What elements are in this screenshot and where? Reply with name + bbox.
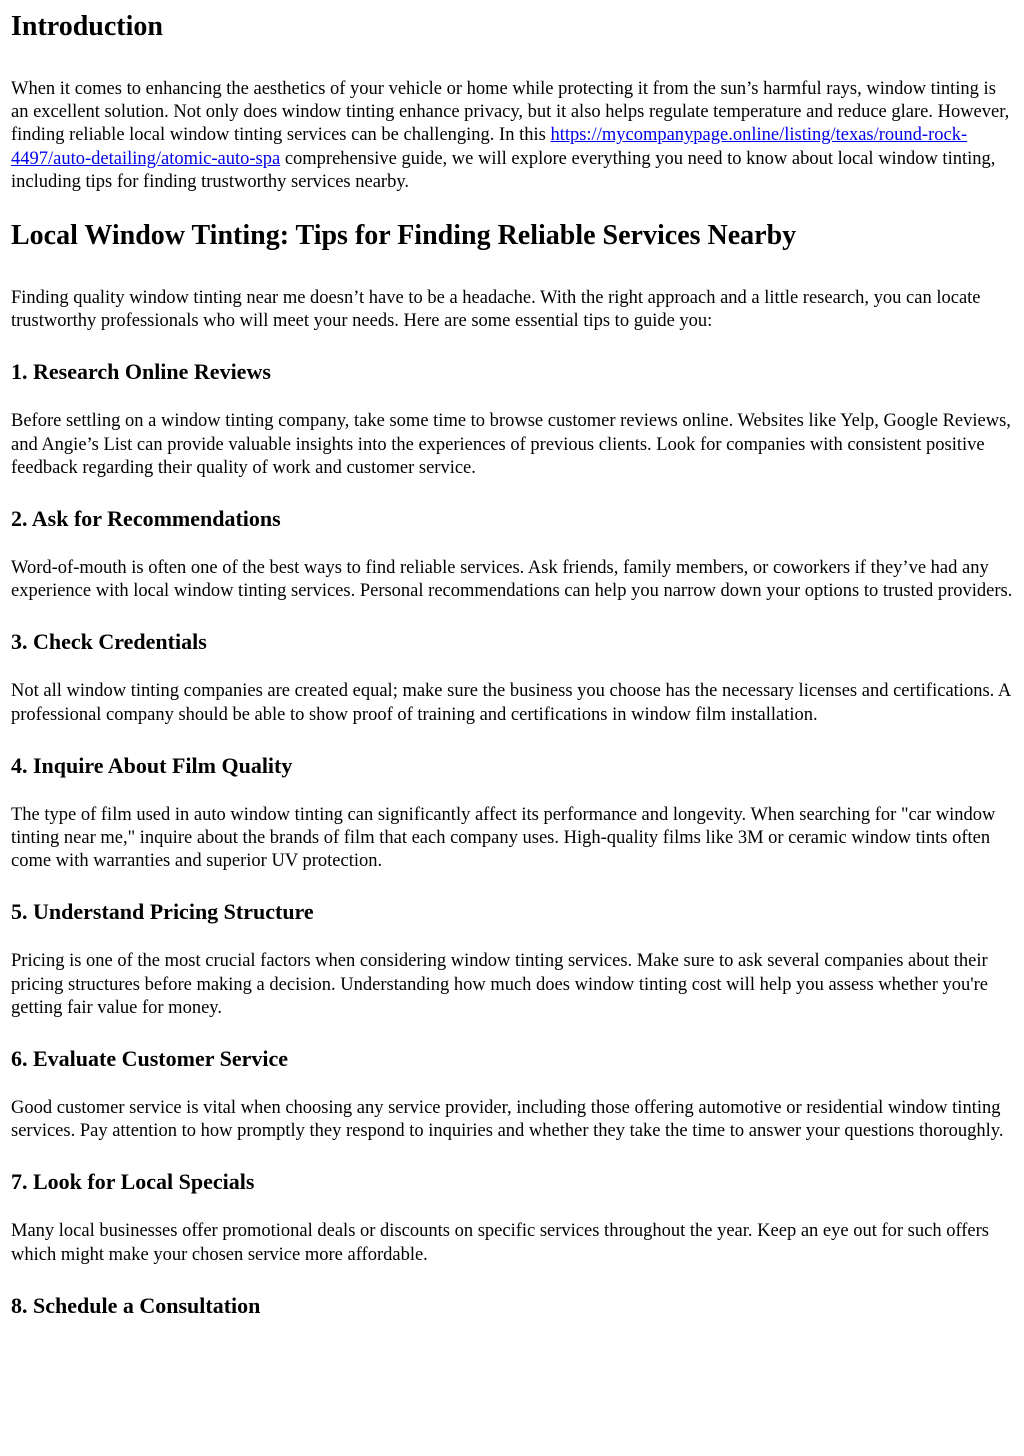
section-check-credentials [11, 629, 1013, 726]
section-schedule-consultation [11, 1293, 1013, 1319]
section-title: 7. Look for Local Specials [11, 1169, 255, 1195]
section-body: Pricing is one of the most crucial factors when considering window tinting services. Make sure to ask several companies about their pricing structures before making a decision. Understanding how much does window tinting cost will help you assess whether you're getting fair value for money. [11, 951, 988, 1018]
section-body: Before settling on a window tinting company, take some time to browse customer reviews online. Websites like Yelp, Google Reviews, and Angie’s List can provide valuable insights into the experiences of previous clients. Look for companies with consistent positive feedback regarding their quality of work and customer service. [11, 411, 1011, 478]
section-title: 4. Inquire About Film Quality [11, 752, 293, 778]
section-research-reviews [11, 359, 1013, 480]
section-ask-recommendations [11, 506, 1013, 603]
section-title: 5. Understand Pricing Structure [11, 899, 314, 925]
section-title: 8. Schedule a Consultation [11, 1292, 261, 1318]
section-title: 1. Research Online Reviews [11, 359, 271, 385]
section-body: Many local businesses offer promotional deals or discounts on specific services throughout the year. Keep an eye out for such offers which might make your chosen service more affordable. [11, 1221, 990, 1265]
intro-text-after-link: comprehensive guide, we will explore everything you need to know about local window tinting, including tips for finding trustworthy services nearby. [11, 148, 996, 192]
section-title: 3. Check Credentials [11, 629, 207, 655]
section-film-quality [11, 753, 1013, 874]
section-body: Not all window tinting companies are created equal; make sure the business you choose has the necessary licenses and certifications. A professional company should be able to show proof of training and certifications in window film installation. [11, 681, 1011, 725]
intro-paragraph [11, 78, 1013, 194]
tips-heading: Local Window Tinting: Tips for Finding Reliable Services Nearby [11, 220, 797, 252]
section-body: The type of film used in auto window tinting can significantly affect its performance and longevity. When searching for "car window tinting near me," inquire about the brands of film that each company uses. High-quality films like 3M or ceramic window tints often come with warranties and superior UV protection. [11, 804, 996, 872]
section-title: 6. Evaluate Customer Service [11, 1046, 288, 1072]
section-local-specials [11, 1169, 1013, 1266]
section-pricing-structure [11, 899, 1013, 1020]
section-customer-service [11, 1046, 1013, 1143]
section-body: Good customer service is vital when choosing any service provider, including those offering automotive or residential window tinting services. Pay attention to how promptly they respond to inquiries and whether they take the time to answer your questions thoroughly. [11, 1098, 1004, 1142]
listing-link[interactable]: https://mycompanypage.online/listing/texas/round-rock-4497/auto-detailing/atomic-auto-spa [11, 125, 968, 169]
tips-lead-paragraph: Finding quality window tinting near me doesn’t have to be a headache. With the right approach and a little research, you can locate trustworthy professionals who will meet your needs. Here are some essential tips to guide you: [11, 288, 981, 332]
document-page [0, 10, 1024, 1319]
intro-heading: Introduction [11, 11, 163, 42]
section-body: Word-of-mouth is often one of the best ways to find reliable services. Ask friends, family members, or coworkers if they’ve had any experience with local window tinting services. Personal recommendations can help you narrow down your options to trusted providers. [11, 558, 1013, 602]
intro-text-before-link: When it comes to enhancing the aesthetics of your vehicle or home while protecting it from the sun’s harmful rays, window tinting is an excellent solution. Not only does window tinting enhance privacy, but it also helps regulate temperature and reduce glare. However, finding reliable local window tinting services can be challenging. In this [11, 79, 1010, 146]
section-title: 2. Ask for Recommendations [11, 506, 281, 532]
